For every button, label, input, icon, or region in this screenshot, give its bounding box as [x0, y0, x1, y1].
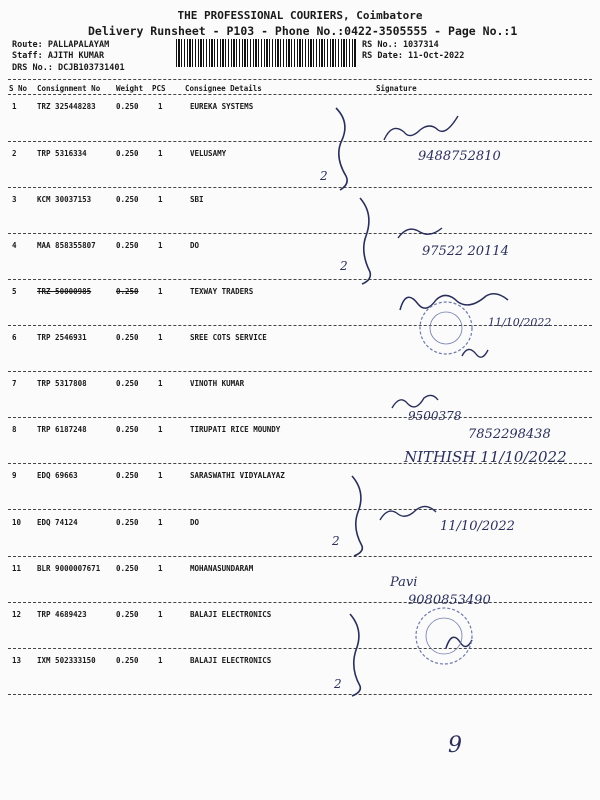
rs-number: RS No.: 1037314 [362, 40, 439, 50]
row-pcs: 1 [158, 471, 163, 480]
row-pcs: 1 [158, 102, 163, 111]
row-weight: 0.250 [116, 379, 139, 388]
stamp-seal [430, 312, 462, 344]
row-consignee: DO [190, 241, 200, 250]
handwritten-phone-1: 9488752810 [418, 149, 501, 164]
row-consignment: TRP 6187248 [37, 425, 87, 434]
row-consignee: TEXWAY TRADERS [190, 287, 254, 296]
row-consignee: SREE COTS SERVICE [190, 333, 267, 342]
drs-number: DRS No.: DCJB103731401 [12, 63, 125, 73]
row-pcs: 1 [158, 425, 163, 434]
bracket-note: 2 [320, 169, 328, 183]
row-pcs: 1 [158, 518, 163, 527]
row-weight: 0.250 [116, 610, 139, 619]
handwritten-name-date: NITHISH 11/10/2022 [404, 448, 567, 466]
handwritten-phone-2: 97522 20114 [422, 244, 509, 259]
bracket-rows-9-10 [352, 476, 362, 556]
bracket-rows-3-4 [360, 198, 370, 284]
row-consignment: TRP 5317808 [37, 379, 87, 388]
row-consignment: IXM 502333150 [37, 656, 96, 665]
col-header-consignment: Consignment No [37, 84, 101, 93]
row-weight: 0.250 [116, 287, 139, 296]
row-consignment: KCM 30037153 [37, 195, 92, 204]
row-consignee: TIRUPATI RICE MOUNDY [190, 425, 281, 434]
handwritten-name: Pavi [390, 575, 418, 590]
row-pcs: 1 [158, 333, 163, 342]
row-sno: 5 [12, 287, 17, 296]
row-consignee: VINOTH KUMAR [190, 379, 245, 388]
row-consignment: EDQ 69663 [37, 471, 78, 480]
bracket-note: 2 [332, 534, 340, 548]
route-label: Route: PALLAPALAYAM [12, 40, 110, 50]
col-header-consignee: Consignee Details [185, 84, 262, 93]
row-sno: 4 [12, 241, 17, 250]
row-pcs: 1 [158, 241, 163, 250]
row-weight: 0.250 [116, 241, 139, 250]
handwritten-page-mark: 9 [448, 733, 462, 758]
row-consignment: TRP 2546931 [37, 333, 87, 342]
row-pcs: 1 [158, 379, 163, 388]
handwritten-phone-5: 9080853490 [408, 593, 491, 608]
row-weight: 0.250 [116, 518, 139, 527]
row-consignee: BALAJI ELECTRONICS [190, 610, 272, 619]
bracket-rows-12-13 [350, 614, 360, 696]
stamp-seal [420, 302, 472, 354]
row-weight: 0.250 [116, 195, 139, 204]
handwritten-phone-4: 7852298438 [468, 427, 551, 442]
handwritten-date-1: 11/10/2022 [488, 316, 552, 329]
row-sno: 7 [12, 379, 17, 388]
row-consignee: DO [190, 518, 200, 527]
row-sno: 8 [12, 425, 17, 434]
row-consignment: BLR 9000007671 [37, 564, 101, 573]
row-sno: 2 [12, 149, 17, 158]
row-pcs: 1 [158, 610, 163, 619]
row-pcs: 1 [158, 656, 163, 665]
row-consignment: MAA 858355807 [37, 241, 96, 250]
row-consignment: TRZ 50000985 [37, 287, 92, 296]
runsheet-subtitle: Delivery Runsheet - P103 - Phone No.:0422-3505555 - Page No.:1 [88, 24, 518, 38]
signature-scribble [384, 116, 458, 140]
row-weight: 0.250 [116, 149, 139, 158]
row-pcs: 1 [158, 195, 163, 204]
row-consignee: SARASWATHI VIDYALAYAZ [190, 471, 285, 480]
row-consignee: VELUSAMY [190, 149, 227, 158]
handwritten-phone-3: 9500378 [408, 409, 462, 423]
bracket-note: 2 [340, 259, 348, 273]
row-weight: 0.250 [116, 425, 139, 434]
signature-scribble [462, 349, 488, 357]
row-weight: 0.250 [116, 102, 139, 111]
staff-label: Staff: AJITH KUMAR [12, 51, 105, 61]
col-header-weight: Weight [116, 84, 144, 93]
row-pcs: 1 [158, 564, 163, 573]
stamp-seal [416, 608, 472, 664]
signature-scribble [380, 506, 436, 520]
handwritten-date-2: 11/10/2022 [440, 519, 515, 534]
row-consignment: TRP 5316334 [37, 149, 87, 158]
row-consignee: EUREKA SYSTEMS [190, 102, 254, 111]
col-header-pcs: PCS [152, 84, 166, 93]
signature-scribble [398, 228, 442, 238]
row-consignee: SBI [190, 195, 204, 204]
rs-date: RS Date: 11-Oct-2022 [362, 51, 465, 61]
signature-scribble [400, 294, 508, 310]
row-sno: 13 [12, 656, 22, 665]
row-sno: 11 [12, 564, 22, 573]
row-consignee: BALAJI ELECTRONICS [190, 656, 272, 665]
row-sno: 6 [12, 333, 17, 342]
bracket-note: 2 [334, 677, 342, 691]
row-pcs: 1 [158, 149, 163, 158]
row-sno: 1 [12, 102, 17, 111]
col-header-signature: Signature [376, 84, 417, 93]
signature-scribble [392, 395, 438, 408]
row-pcs: 1 [158, 287, 163, 296]
row-weight: 0.250 [116, 471, 139, 480]
row-consignment: EDQ 74124 [37, 518, 78, 527]
row-sno: 3 [12, 195, 17, 204]
row-consignee: MOHANASUNDARAM [190, 564, 254, 573]
row-weight: 0.250 [116, 564, 139, 573]
col-header-sno: S No [9, 84, 28, 93]
page-title: THE PROFESSIONAL COURIERS, Coimbatore [177, 9, 423, 22]
row-weight: 0.250 [116, 333, 139, 342]
row-weight: 0.250 [116, 656, 139, 665]
row-sno: 9 [12, 471, 17, 480]
stamp-seal [426, 618, 462, 654]
row-sno: 10 [12, 518, 22, 527]
row-consignment: TRZ 325448283 [37, 102, 96, 111]
row-sno: 12 [12, 610, 22, 619]
row-consignment: TRP 4689423 [37, 610, 87, 619]
bracket-rows-1-2 [336, 108, 347, 190]
